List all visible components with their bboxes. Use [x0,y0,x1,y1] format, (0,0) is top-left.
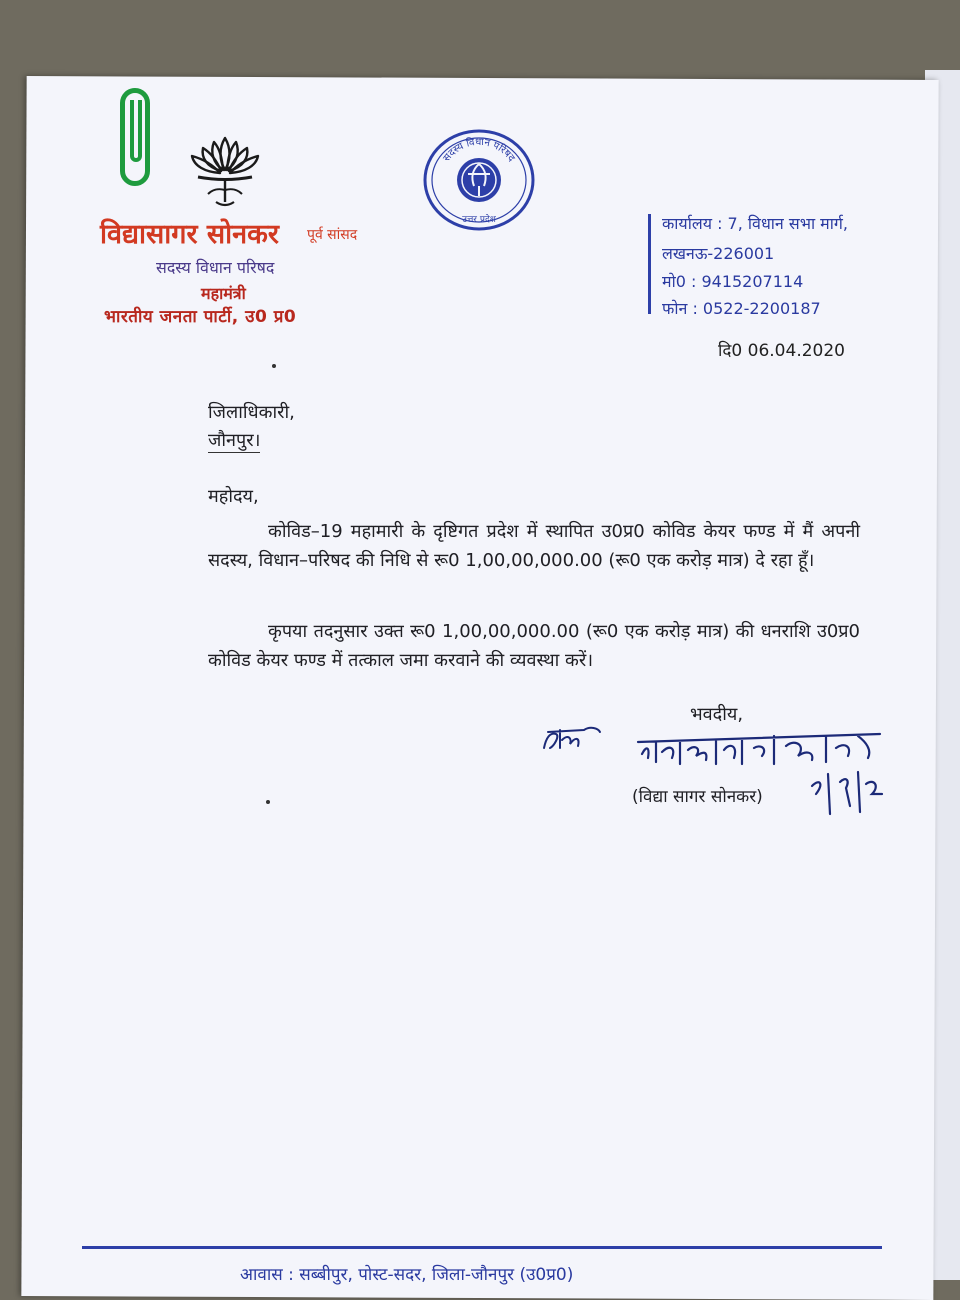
signer-name: (विद्या सागर सोनकर) [632,787,763,807]
office-address-line2: लखनऊ-226001 [662,244,775,263]
seal-top-text: सदस्य विधान परिषद [441,136,517,164]
letter-date: दि0 06.04.2020 [718,341,845,361]
letter-paragraph-1: कोविड–19 महामारी के दृष्टिगत प्रदेश में स्थापित उ0प्र0 कोविड केयर फण्ड में मैं अपनी सदस्य, विधान–परिषद की निधि से रू0 1,00,00,000.00 (रू0 एक करोड़ मात्र) दे रहा हूँ। [208,521,860,571]
seal-bottom-text: उत्तर प्रदेश [462,215,496,225]
office-address-line1: कार्यालय : 7, विधान सभा मार्ग, [662,214,848,233]
office-phone: फोन : 0522-2200187 [662,299,821,318]
recipient-place: जौनपुर। [208,430,261,451]
salutation: महोदय, [208,486,259,507]
paper-clip-inner [130,100,142,162]
lotus-logo-icon [186,130,264,210]
sender-party-post: महामंत्री [201,284,246,303]
ink-speck [266,800,270,804]
address-divider [648,214,651,314]
council-seal-icon [422,128,536,232]
footer-divider [82,1246,882,1249]
closing: भवदीय, [690,704,744,725]
handwritten-initials [540,718,606,758]
recipient-title: जिलाधिकारी, [208,402,295,423]
ink-speck [272,364,276,368]
sender-name: विद्यासागर सोनकर [100,219,279,250]
residence-address: आवास : सब्बीपुर, पोस्ट-सदर, जिला-जौनपुर (उ0प्र0) [240,1265,574,1285]
sender-designation: सदस्य विधान परिषद [156,258,275,277]
sender-party: भारतीय जनता पार्टी, उ0 प्र0 [104,307,297,327]
letter-paragraph-2: कृपया तदनुसार उक्त रू0 1,00,00,000.00 (रू0 एक करोड़ मात्र) की धनराशि उ0प्र0 कोविड केयर फण्ड में तत्काल जमा करवाने की व्यवस्था करें। [208,621,860,671]
office-mobile: मो0 : 9415207114 [662,272,804,291]
sender-former-mp: पूर्व सांसद [307,227,358,243]
